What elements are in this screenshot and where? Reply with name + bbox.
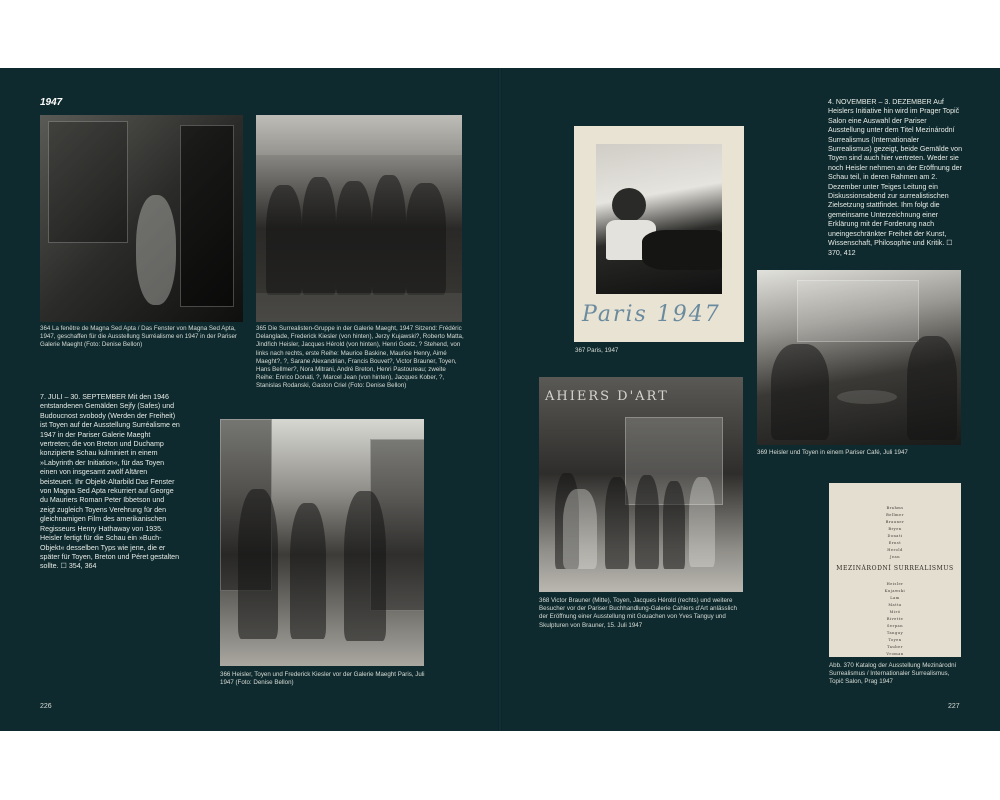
photo-369-cafe xyxy=(757,270,961,445)
shopfront-sign: AHIERS D'ART xyxy=(545,389,669,404)
catalog-name: Brahms xyxy=(886,506,904,510)
catalog-name: Matta xyxy=(888,603,902,607)
catalog-names-bottom xyxy=(829,581,961,658)
body-text-july: 7. JULI – 30. SEPTEMBER Mit den 1946 entstandenen Gemälden Sejfy (Safes) und Budoucnost svobody (Werden der Freiheit) ist Toyen auf der Ausstellung Surréalisme en 1947 in der Pariser Galerie Maeght vertreten; die von Breton und Duchamp konzipierte Schau kulminiert in einem »Labyrinth der Initiation«, für das Toyen einen von insgesamt zwölf Altären beisteuert. Ihr Objekt-Altarbild Das Fenster von Magna Sed Apta rekurriert auf George du Mauriers Roman Peter Ibbetson und zeigt zugleich Toyens Verehrung für den gleichnamigen Film des amerikanischen Regisseurs Henry Hathaway von 1935. Heisler fertigt für die Schau ein »Buch-Objekt« desselben Typs wie jene, die er später für Toyen, Breton und Péret gestalten sollte. ☐ 354, 364 xyxy=(40,393,180,571)
catalog-name: Vroman xyxy=(886,652,904,656)
catalog-name: Rivette xyxy=(886,617,904,621)
catalog-name: Herold xyxy=(887,548,903,552)
caption-364: 364 La fenêtre de Magna Sed Apta / Das Fenster von Magna Sed Apta, 1947, geschaffen für die Ausstellung Surréalisme en 1947 in der Pariser Galerie Maeght (Foto: Denise Bellon) xyxy=(40,325,237,349)
caption-367: 367 Paris, 1947 xyxy=(575,347,619,354)
catalog-name: Kujawski xyxy=(884,589,906,593)
catalog-names-top xyxy=(829,505,961,561)
catalog-name: Brauner xyxy=(885,520,905,524)
photo-368-shopfront xyxy=(539,377,743,592)
photo-365-group xyxy=(256,115,462,322)
handwritten-paris-1947: Paris 1947 xyxy=(582,302,721,327)
body-text-november: 4. NOVEMBER – 3. DEZEMBER Auf Heislers Initiative hin wird im Prager Topič Salon eine Auswahl der Pariser Ausstellung unter dem Titel Mezinárodní Surrealismus (Internationaler Surrealismus) gezeigt, beide Gemälde von Toyen sind auch hier vertreten. Weder sie noch Heisler nehmen an der Eröffnung der Schau teil, in deren Rahmen am 2. Dezember unter Teiges Leitung ein Diskussionsabend zur surrealistischen Zielsetzung stattfindet. Ihm folgt die gemeinsame Unterzeichnung einer Erklärung mit der Forderung nach uneingeschränkter Freiheit der Kunst, Wissenschaft, Philosophie und Kritik. ☐ 370, 412 xyxy=(828,98,963,257)
catalog-name: Miró xyxy=(889,610,901,614)
catalog-name: Bryen xyxy=(888,527,902,531)
book-gutter xyxy=(498,68,502,731)
page-number-right: 227 xyxy=(948,703,960,710)
catalog-name: Toyen xyxy=(888,638,902,642)
catalog-name: Ernst xyxy=(888,541,902,545)
photo-367-snapshot xyxy=(596,144,722,294)
catalog-name: Lam xyxy=(890,596,900,600)
catalog-name: Jean xyxy=(889,555,901,559)
caption-366: 366 Heisler, Toyen und Frederick Kiesler vor der Galerie Maeght Paris, Juli 1947 (Foto: Denise Bellon) xyxy=(220,671,425,687)
page-number-left: 226 xyxy=(40,703,52,710)
catalog-name: Donati xyxy=(887,534,903,538)
catalog-name: Bellmer xyxy=(886,513,904,517)
photo-366-street xyxy=(220,419,424,666)
caption-369: 369 Heisler und Toyen in einem Pariser Café, Juli 1947 xyxy=(757,449,908,456)
catalog-name: Tanguy xyxy=(886,631,904,635)
catalog-370 xyxy=(829,483,961,657)
caption-368: 368 Victor Brauner (Mitte), Toyen, Jacques Hérold (rechts) und weitere Besucher vor der Pariser Buchhandlung-Galerie Cahiers d'Art anlässlich der Eröffnung einer Ausstellung mit Gouachen von Yves Tanguy und Skulpturen von Brauner, 15. Juli 1947 xyxy=(539,597,737,629)
caption-365: 365 Die Surrealisten-Gruppe in der Galerie Maeght, 1947 Sitzend: Frédéric Delanglade, Frederick Kiesler (von hinten), Jerzy Kujawski?, Roberto Matta, Jindřich Heisler, Jacques Hérold (von hinten), Henri Goetz, ? Stehend, von links nach rechts, erste Reihe: Maurice Baskine, Maurice Henry, Aimé Maeght?, ?, Sarane Alexandrian, Francis Bouvet?, Victor Brauner, Toyen, Hans Bellmer?, Nora Mitrani, André Breton, Henri Pastoureau; zweite Reihe: Enrico Donati, ?, Marcel Jean (von hinten), Jacques Kober, ?, Stanislas Rodanski, Gaston Criel (Foto: Denise Bellon) xyxy=(256,325,464,390)
catalog-name: Heisler xyxy=(886,582,904,586)
photo-367-card xyxy=(574,126,744,342)
catalog-name: Tauber xyxy=(887,645,903,649)
photo-364-window-object xyxy=(40,115,243,322)
catalog-title: MEZINÁRODNÍ SURREALISMUS xyxy=(836,565,954,572)
catalog-name: Serpan xyxy=(886,624,904,628)
caption-370: Abb. 370 Katalog der Ausstellung Mezinárodní Surrealismus / Internationaler Surrealismus, Topič Salon, Prag 1947 xyxy=(829,662,957,686)
year-heading: 1947 xyxy=(40,97,63,108)
